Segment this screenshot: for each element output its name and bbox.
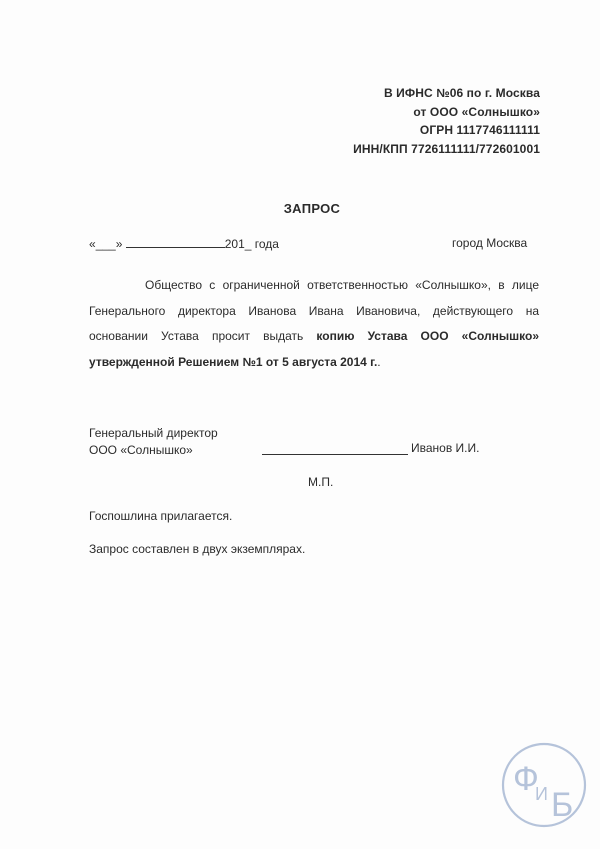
signature-line — [262, 454, 408, 455]
watermark-letter-b: Б — [551, 786, 574, 824]
watermark-logo — [499, 740, 589, 830]
watermark-letter-i: И — [535, 784, 548, 804]
addressee-line-4: ИНН/КПП 7726111111/772601001 — [353, 141, 540, 156]
addressee-line-2: от ООО «Солнышко» — [413, 104, 540, 119]
signer-name: Иванов И.И. — [411, 441, 480, 455]
date-close-quote: » — [115, 237, 123, 251]
date-line — [89, 236, 279, 251]
copies-note: Запрос составлен в двух экземплярах. — [89, 542, 306, 556]
fee-note: Госпошлина прилагается. — [89, 509, 233, 523]
signer-block — [89, 425, 218, 459]
addressee-line-1: В ИФНС №06 по г. Москва — [383, 86, 540, 100]
watermark-letter-f: Ф — [513, 760, 539, 798]
date-day-blank: ___ — [95, 237, 116, 251]
request-body-end: . — [377, 354, 381, 369]
request-body — [89, 273, 539, 375]
addressee-line-3: ОГРН 1117746111111 — [419, 123, 540, 137]
city: город Москва — [452, 236, 528, 250]
request-body-text: Общество с ограниченной ответственностью «Солнышко», в лице Генерального директора Иванова Ивана Ивановича, действующего на основании Устава просит выдать — [89, 278, 539, 343]
request-body-bold: копию Устава ООО «Солнышко» утвержденной Решением №1 от 5 августа 2014 г. — [89, 329, 540, 369]
date-year-suffix: 201_ года — [224, 237, 279, 251]
stamp-place: М.П. — [308, 475, 334, 489]
signer-position: Генеральный директор — [89, 426, 218, 440]
signer-company: ООО «Солнышко» — [89, 443, 193, 457]
date-open-quote: « — [89, 237, 96, 251]
addressee-block — [330, 84, 540, 158]
document-title: ЗАПРОС — [283, 201, 341, 216]
date-month-blank-line — [126, 236, 225, 248]
